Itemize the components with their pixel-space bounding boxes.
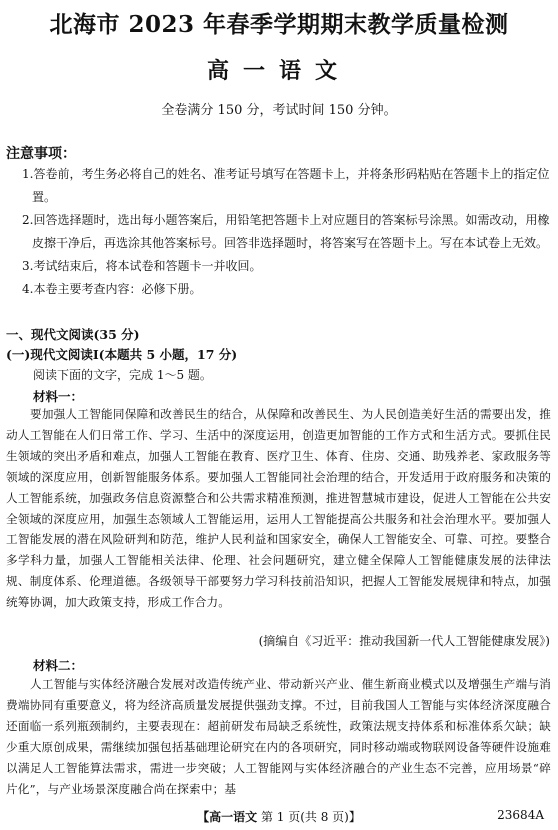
- notice-item: 3.考试结束后，将本试卷和答题卡一并收回。: [22, 259, 262, 273]
- notice-title: 注意事项：: [6, 146, 76, 162]
- footer-code: 23684A: [497, 808, 544, 822]
- material2-text: 人工智能与实体经济融合发展对改造传统产业、带动新兴产业、催生新商业模式以及增强生产端与消费端协同有重要意义，将为经济高质量发展提供强劲支撑。不过，目前我国人工智能与实体经济深度融合还面临一系列瓶颈制约，主要表现在：超前研发布局缺乏系统性，政策法规支持体系和标准体系欠缺；缺少重大原创成果，需继续加强包括基础理论研究在内的各项研究，同时移动端或物联网设备等硬件设施难以满足人工智能算法需求，需进一步突破；人工智能网与实体经济融合的产业生态不完善，应用场景“碎片化”，与产业场景深度融合尚在探索中；基: [6, 677, 551, 796]
- notice-item: 4.本卷主要考查内容：必修下册。: [22, 282, 202, 296]
- subject-title: 高一语文: [206, 58, 351, 84]
- footer-page-number: 第 1 页(共 8 页)】: [260, 810, 361, 824]
- notice-list: [22, 163, 550, 301]
- material1-text: 要加强人工智能同保障和改善民生的结合，从保障和改善民生、为人民创造美好生活的需要出发，推动人工智能在人们日常工作、学习、生活中的深度运用，创造更加智能的工作方式和生活方式。要抓住民生领域的突出矛盾和难点，加强人工智能在教育、医疗卫生、体育、住房、交通、助残养老、家政服务等领域的深度应用，创新智能服务体系。要加强人工智能同社会治理的结合，开发适用于政府服务和决策的人工智能系统，加强政务信息资源整合和公共需求精准预测，推进智慧城市建设，促进人工智能在公共安全领域的深度应用，加强生态领域人工智能运用，运用人工智能提高公共服务和社会治理水平。要加强人工智能发展的潜在风险研判和防范，维护人民利益和国家安全，确保人工智能安全、可靠、可控。要整合多学科力量，加强人工智能相关法律、伦理、社会问题研究，建立健全保障人工智能健康发展的法律法规、制度体系、伦理道德。各级领导干部要努力学习科技前沿知识，把握人工智能发展规律和特点，加强统筹协调，加大政策支持，形成工作合力。: [6, 407, 551, 610]
- reading-instruction: 阅读下面的文字，完成 1～5 题。: [33, 368, 212, 382]
- notice-item: 2.回答选择题时，选出每小题答案后，用铅笔把答题卡上对应题目的答案标号涂黑。如需改动，用橡皮擦干净后，再选涂其他答案标号。回答非选择题时，将答案写在答题卡上。写在本试卷上无效。: [22, 213, 550, 250]
- notice-item: 1.答卷前，考生务必将自己的姓名、准考证号填写在答题卡上，并将条形码粘贴在答题卡上的指定位置。: [22, 167, 550, 204]
- material2-label: 材料二：: [33, 658, 84, 673]
- score-info: 全卷满分 150 分，考试时间 150 分钟。: [161, 103, 397, 118]
- footer-subject: 【高一语文: [197, 810, 258, 824]
- material1-label: 材料一：: [33, 389, 84, 404]
- exam-title: 北海市 2023 年春季学期期末教学质量检测: [49, 11, 509, 38]
- material1-source: (摘编自《习近平：推动我国新一代人工智能健康发展》): [258, 634, 550, 648]
- subsection-title: (一)现代文阅读Ⅰ(本题共 5 小题，17 分): [6, 347, 238, 362]
- section-title: 一、现代文阅读(35 分): [6, 327, 140, 342]
- footer-page-info: [0, 808, 558, 825]
